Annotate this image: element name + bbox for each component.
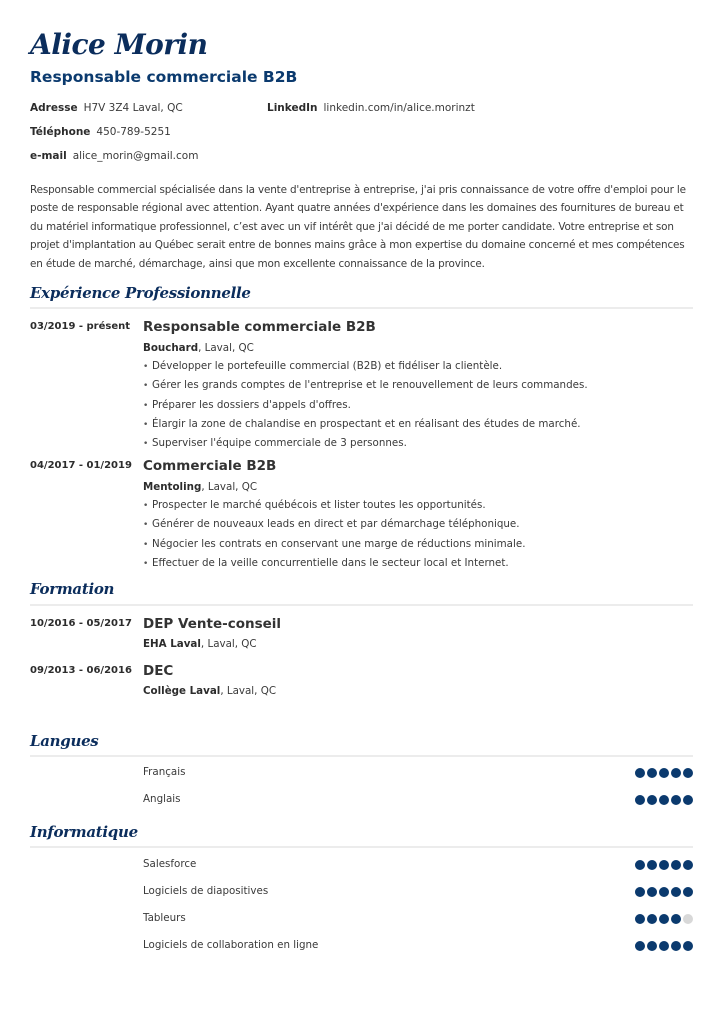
list-item: • Effectuer de la veille concurrentielle dans le secteur local et Internet. (143, 554, 525, 573)
rating-dot-filled-icon (635, 768, 645, 778)
list-item: • Négocier les contrats en conservant une marge de réductions minimale. (143, 535, 525, 554)
language-row (143, 766, 693, 780)
section-heading-computing: Informatique (30, 823, 138, 841)
rating-dot-filled-icon (635, 795, 645, 805)
rating-dot-filled-icon (671, 768, 681, 778)
phone-label: Téléphone (30, 126, 91, 138)
school-location: , Laval, QC (220, 685, 277, 697)
contact-phone (30, 126, 171, 138)
rating-dot-filled-icon (647, 768, 657, 778)
company-name: Mentoling (143, 481, 202, 493)
rating-dot-filled-icon (659, 887, 669, 897)
rating-dot-filled-icon (647, 941, 657, 951)
skill-row (143, 885, 693, 899)
profile-summary: Responsable commercial spécialisée dans la vente d'entreprise à entreprise, j'ai pris connaissance de votre offre d'emploi pour le poste de responsable régional avec attention. Ayant quatre années d'expérience dans les domaines des fournitures de bureau et du matériel informatique professionnel, c’est avec un vif intérêt que j'ai décidé de me porter candidate. Votre entreprise et son projet d'implantation au Québec serait entre de bonnes mains grâce à mon expertise du domaine concerné et mes compétences en étude de marché, démarchage, ainsi que mon excellente connaissance de la province. (30, 184, 686, 270)
experience-date: 04/2017 - 01/2019 (30, 460, 132, 471)
experience-title: Responsable commerciale B2B (143, 319, 376, 335)
rating-dot-filled-icon (659, 860, 669, 870)
rating-dot-empty-icon (683, 914, 693, 924)
candidate-title: Responsable commerciale B2B (30, 68, 298, 86)
contact-address (30, 102, 183, 114)
education-title: DEC (143, 663, 174, 679)
school-name: Collège Laval (143, 685, 221, 697)
list-item: • Générer de nouveaux leads en direct et par démarchage téléphonique. (143, 515, 525, 534)
rating-dots (635, 941, 693, 951)
rating-dot-filled-icon (647, 860, 657, 870)
email-label: e-mail (30, 150, 67, 162)
section-heading-languages: Langues (30, 732, 99, 750)
address-value: H7V 3Z4 Laval, QC (83, 102, 183, 114)
company-location: , Laval, QC (198, 342, 254, 354)
rating-dot-filled-icon (659, 941, 669, 951)
rating-dots (635, 768, 693, 778)
school-name: EHA Laval (143, 638, 201, 650)
rating-dot-filled-icon (683, 795, 693, 805)
address-label: Adresse (30, 102, 78, 114)
rating-dot-filled-icon (635, 941, 645, 951)
education-date: 10/2016 - 05/2017 (30, 618, 132, 629)
rating-dot-filled-icon (659, 914, 669, 924)
rating-dot-filled-icon (647, 914, 657, 924)
rating-dot-filled-icon (635, 914, 645, 924)
contact-email (30, 150, 198, 162)
rating-dots (635, 860, 693, 870)
rating-dot-filled-icon (671, 941, 681, 951)
rating-dot-filled-icon (683, 860, 693, 870)
rating-dot-filled-icon (683, 768, 693, 778)
rating-dots (635, 795, 693, 805)
experience-date: 03/2019 - présent (30, 321, 131, 332)
education-date: 09/2013 - 06/2016 (30, 665, 132, 676)
experience-title: Commerciale B2B (143, 458, 277, 474)
experience-employer (143, 342, 254, 354)
linkedin-link[interactable]: linkedin.com/in/alice.morinzt (323, 102, 475, 114)
rating-dot-filled-icon (671, 914, 681, 924)
section-heading-education: Formation (30, 580, 115, 598)
education-school (143, 638, 257, 650)
skill-name: Tableurs (143, 912, 186, 924)
list-item: • Prospecter le marché québécois et lister toutes les opportunités. (143, 496, 525, 515)
rating-dot-filled-icon (647, 887, 657, 897)
section-heading-experience: Expérience Professionnelle (30, 284, 251, 302)
experience-bullets (143, 496, 525, 573)
language-name: Français (143, 766, 186, 778)
experience-employer (143, 481, 257, 493)
rating-dot-filled-icon (647, 795, 657, 805)
rating-dot-filled-icon (683, 887, 693, 897)
school-location: , Laval, QC (200, 638, 257, 650)
company-location: , Laval, QC (201, 481, 258, 493)
skill-name: Logiciels de diapositives (143, 885, 269, 897)
phone-value: 450-789-5251 (96, 126, 171, 138)
rating-dot-filled-icon (659, 768, 669, 778)
section-divider (30, 755, 693, 757)
list-item: • Gérer les grands comptes de l'entreprise et le renouvellement de leurs commandes. (143, 376, 588, 395)
section-divider (30, 846, 693, 848)
skill-row (143, 939, 693, 953)
contact-linkedin (267, 102, 475, 114)
language-name: Anglais (143, 793, 181, 805)
section-divider (30, 307, 693, 309)
rating-dots (635, 914, 693, 924)
candidate-name: Alice Morin (30, 28, 208, 61)
list-item: • Développer le portefeuille commercial (B2B) et fidéliser la clientèle. (143, 357, 588, 376)
experience-bullets (143, 357, 588, 453)
rating-dot-filled-icon (671, 795, 681, 805)
skill-name: Logiciels de collaboration en ligne (143, 939, 319, 951)
education-title: DEP Vente-conseil (143, 616, 282, 632)
section-divider (30, 604, 693, 606)
list-item: • Élargir la zone de chalandise en prospectant et en réalisant des études de marché. (143, 415, 588, 434)
list-item: • Superviser l'équipe commerciale de 3 personnes. (143, 434, 588, 453)
email-link[interactable]: alice_morin@gmail.com (72, 150, 199, 162)
list-item: • Préparer les dossiers d'appels d'offres. (143, 396, 588, 415)
rating-dot-filled-icon (671, 887, 681, 897)
rating-dots (635, 887, 693, 897)
education-school (143, 685, 276, 697)
rating-dot-filled-icon (635, 860, 645, 870)
skill-row (143, 858, 693, 872)
skill-row (143, 912, 693, 926)
skill-name: Salesforce (143, 858, 197, 870)
linkedin-label: LinkedIn (267, 102, 318, 114)
rating-dot-filled-icon (659, 795, 669, 805)
rating-dot-filled-icon (635, 887, 645, 897)
rating-dot-filled-icon (671, 860, 681, 870)
rating-dot-filled-icon (683, 941, 693, 951)
language-row (143, 793, 693, 807)
company-name: Bouchard (143, 342, 199, 354)
